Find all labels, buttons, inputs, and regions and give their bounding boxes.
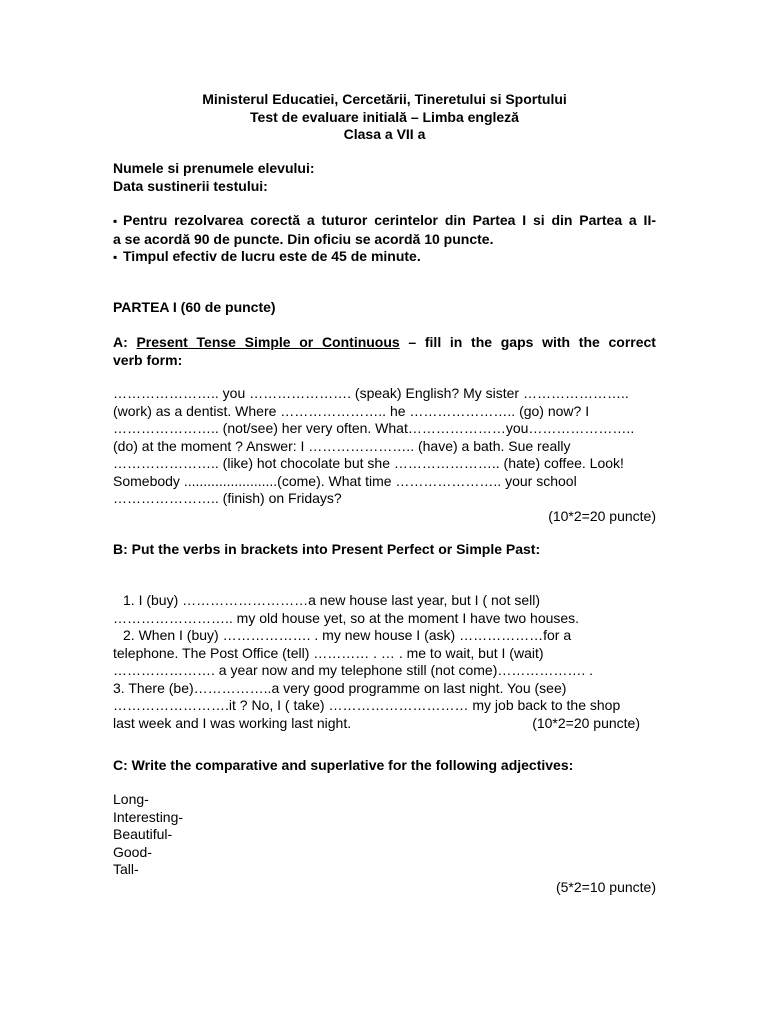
exercise-c-heading: C: Write the comparative and superlative for the following adjectives: [113,757,574,773]
instructions [113,212,656,267]
exercise-c-score: (5*2=10 puncte) [555,878,656,895]
test-date-label: Data sustinerii testului: [113,177,268,194]
instruction-line-1: Pentru rezolvarea corectă a tuturor cerintelor din Partea I si din Partea a II- [123,212,656,228]
bullet-icon: ▪ [113,250,118,264]
adjective-item: Tall- [113,861,139,877]
exercise-a-line: ………………….. (not/see) her very often. What…………………you………………….. [113,420,635,436]
exercise-a-score: (10*2=20 puncte) [548,507,656,524]
adjective-item: Beautiful- [113,826,173,842]
student-info [113,160,656,195]
exercise-b-line: 2. When I (buy) ………………. . my new house I (ask) ………………for a [123,627,572,643]
exercise-b-last-line: last week and I was working last night. (10*2=20 puncte) [113,714,640,731]
test-title: Test de evaluare initială – Limba engleză [250,108,519,125]
instruction-line-2: a se acordă 90 de puncte. Din oficiu se acordă 10 puncte. [113,230,494,247]
instruction-line-3: Timpul efectiv de lucru este de 45 de minute. [123,248,421,264]
exercise-b-line: 3. There (be)……………..a very good programme on last night. You (see) [113,679,567,696]
exercise-b-line: …………………. a year now and my telephone still (not come)………………. . [113,662,594,678]
exercise-b-heading: B: Put the verbs in brackets into Present Perfect or Simple Past: [113,541,541,557]
exercise-a-line: Somebody ........................(come). What time ………………….. your school [113,472,577,489]
exercise-a-prefix: A: [113,334,137,350]
exercise-a-line: ………………….. (like) hot chocolate but she ………………….. (hate) coffee. Look! [113,455,624,471]
exercise-a-line: ………………….. you …………………. (speak) English? My sister ………………….. [113,385,629,401]
adjective-list [113,791,656,896]
exercise-b-text [113,592,656,732]
part-title: PARTEA I (60 de puncte) [113,299,276,315]
adjective-item: Long- [113,791,149,807]
exercise-a-instruction-2: verb form: [113,351,183,368]
exercise-a-topic: Present Tense Simple or Continuous [136,334,400,350]
exercise-b-line: telephone. The Post Office (tell) ………… . … . me to wait, but I (wait) [113,644,544,661]
adjective-item: Interesting- [113,808,184,825]
exercise-a-line: (work) as a dentist. Where ………………….. he ………………….. (go) now? I [113,402,590,419]
student-name-label: Numele si prenumele elevului: [113,160,315,176]
exercise-a-heading [113,334,656,369]
exercise-b-line: …………………….. my old house yet, so at the moment I have two houses. [113,609,580,626]
exercise-a-instruction: – fill in the gaps with the correct [399,334,656,350]
document-header [113,91,656,144]
adjective-item: Good- [113,843,152,860]
ministry-title: Ministerul Educatiei, Cercetării, Tineretului si Sportului [202,91,567,107]
class-title: Clasa a VII a [343,126,426,142]
exercise-b-line: 1. I (buy) ………………………a new house last year, but I ( not sell) [123,592,541,608]
exercise-a-line: (do) at the moment ? Answer: I ………………….. (have) a bath. Sue really [113,437,571,454]
exercise-b-score: (10*2=20 puncte) [532,714,640,731]
exercise-b-line: …………………….it ? No, I ( take) ………………………… my job back to the shop [113,697,621,713]
bullet-icon: ▪ [113,214,118,228]
exercise-a-text [113,385,656,525]
exercise-a-line: ………………….. (finish) on Fridays? [113,490,342,506]
